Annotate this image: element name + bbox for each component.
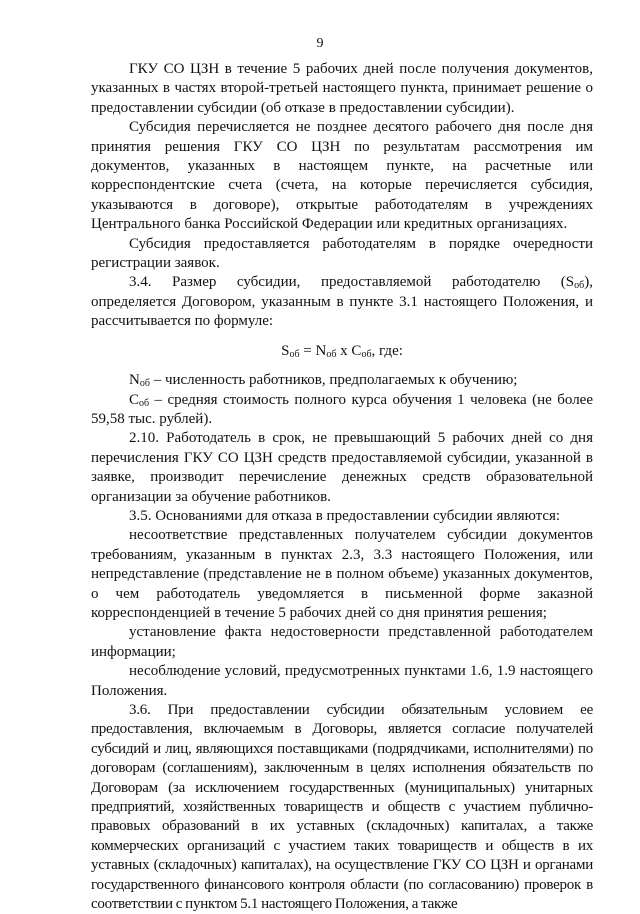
refusal-reason-documents: несоответствие представленных получателем субсидии документов требованиям, указанным в пунктах 2.3, 3.3 настоящего Положения, или непредставление (представление не в полном объеме) указанных документов, о чем работодатель уведомляется в письменной форме заказной корреспонденцией в течение 5 рабочих дней со дня принятия решения; <box>91 527 593 621</box>
formula-s: S <box>281 342 290 359</box>
formula-equals-n: = N <box>299 342 327 359</box>
paragraph-3-4 <box>91 273 593 331</box>
refusal-reason-false-info: установление факта недостоверности представленной работодателем информации; <box>91 624 593 660</box>
paragraph-3-4-end: ), определяется Договором, указанным в пункте 3.1 настоящего Положения, и рассчитывается по формуле: <box>91 274 593 330</box>
paragraph-queue-order: Субсидия предоставляется работодателям в порядке очередности регистрации заявок. <box>91 235 593 272</box>
subscript: об <box>574 280 585 292</box>
paragraph-transfer-term: Субсидия перечисляется не позднее десятого рабочего дня после дня принятия решения ГКУ СО ЦЗН по результатам рассмотрения им документов, указанных в настоящем пункте, на расчетные или корреспондентские счета (счета, на которые перечисляется субсидия, указываются в договоре), открытые работодателям в учреждениях Центрального банка Российской Федерации или кредитных организациях. <box>91 119 593 233</box>
document-body <box>91 60 593 914</box>
definition-n <box>91 371 593 390</box>
definition-c-sub: об <box>139 397 150 409</box>
paragraph-3-5: 3.5. Основаниями для отказа в предоставлении субсидии являются: <box>129 507 561 524</box>
formula-tail: , где: <box>371 342 403 359</box>
definition-c-text: – средняя стоимость полного курса обучения 1 человека (не более 59,58 тыс. рублей). <box>91 391 593 427</box>
refusal-reason-conditions: несоблюдение условий, предусмотренных пунктами 1.6, 1.9 настоящего Положения. <box>91 663 593 699</box>
formula-c-sub: об <box>361 348 372 360</box>
definition-n-symbol: N <box>129 372 140 389</box>
definition-n-text: – численность работников, предполагаемых к обучению; <box>149 372 518 389</box>
paragraph-3-6: 3.6. При предоставлении субсидии обязательным условием ее предоставления, включаемым в Договоры, является согласие получателей субсидий и лиц, являющихся поставщиками (подрядчиками, исполнителями) по договорам (соглашениям), заключенным в целях исполнения обязательств по Договорам (за исключением государственных (муниципальных) унитарных предприятий, хозяйственных товариществ и обществ с участием публично-правовых образований в их уставных (складочных) капиталах, а также коммерческих организаций с участием таких товариществ и обществ в их уставных (складочных) капиталах), на осуществление ГКУ СО ЦЗН и органами государственного финансового контроля области (по согласованию) проверок в соответствии с пунктом 5.1 настоящего Положения, а также <box>91 702 593 913</box>
definition-n-sub: об <box>139 378 150 390</box>
definition-c-symbol: C <box>129 391 140 408</box>
page-number: 9 <box>316 36 324 51</box>
paragraph-3-4-start: 3.4. Размер субсидии, предоставляемой работодателю (S <box>129 274 575 291</box>
formula-n-sub: об <box>326 348 337 360</box>
subsidy-formula <box>91 342 593 361</box>
formula-times-c: x C <box>336 342 362 359</box>
paragraph-decision-term: ГКУ СО ЦЗН в течение 5 рабочих дней после получения документов, указанных в частях второй-третьей настоящего пункта, принимает решение о предоставлении субсидии (об отказе в предоставлении субсидии). <box>91 61 593 116</box>
formula-s-sub: об <box>289 348 300 360</box>
definition-c <box>91 391 593 430</box>
paragraph-2-10: 2.10. Работодатель в срок, не превышающий 5 рабочих дней со дня перечисления ГКУ СО ЦЗН средств предоставляемой субсидии, указанной в заявке, производит перечисление денежных средств образовательной организации за обучение работников. <box>91 430 593 505</box>
